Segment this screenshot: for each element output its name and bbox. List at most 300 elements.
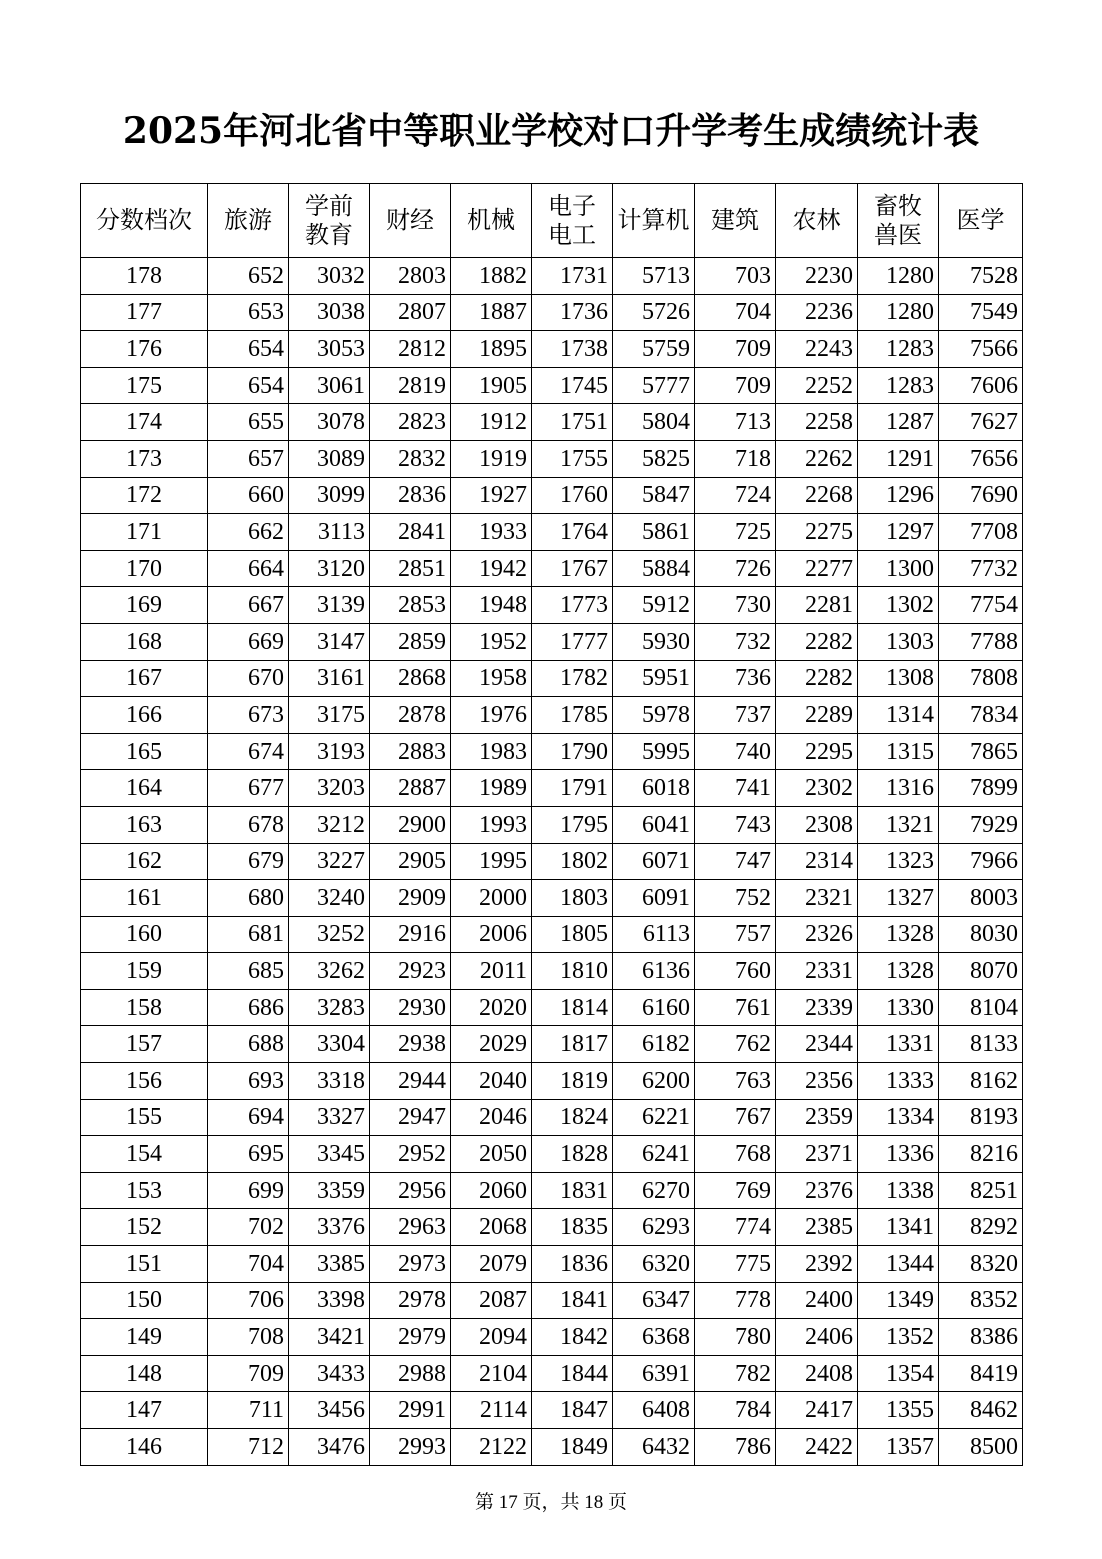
count-cell: 1835 — [532, 1209, 613, 1246]
count-cell: 2979 — [370, 1319, 451, 1356]
count-cell: 2385 — [776, 1209, 858, 1246]
count-cell: 708 — [208, 1319, 289, 1356]
count-cell: 1958 — [451, 660, 532, 697]
count-cell: 685 — [208, 953, 289, 990]
count-cell: 2988 — [370, 1355, 451, 1392]
table-row — [81, 733, 1023, 770]
count-cell: 1302 — [858, 587, 939, 624]
count-cell: 2243 — [776, 331, 858, 368]
table-row — [81, 1246, 1023, 1283]
count-cell: 730 — [695, 587, 776, 624]
score-cell: 170 — [81, 550, 208, 587]
score-cell: 167 — [81, 660, 208, 697]
count-cell: 688 — [208, 1026, 289, 1063]
count-cell: 2883 — [370, 733, 451, 770]
count-cell: 3456 — [289, 1392, 370, 1429]
column-header-electronics-electrical: 电子 电工 — [532, 184, 613, 258]
score-cell: 150 — [81, 1282, 208, 1319]
count-cell: 6320 — [613, 1246, 695, 1283]
count-cell: 3061 — [289, 367, 370, 404]
table-row — [81, 770, 1023, 807]
count-cell: 2281 — [776, 587, 858, 624]
score-cell: 159 — [81, 953, 208, 990]
count-cell: 2973 — [370, 1246, 451, 1283]
count-cell: 761 — [695, 989, 776, 1026]
count-cell: 5759 — [613, 331, 695, 368]
count-cell: 1764 — [532, 514, 613, 551]
count-cell: 1283 — [858, 367, 939, 404]
count-cell: 1738 — [532, 331, 613, 368]
count-cell: 8216 — [939, 1136, 1023, 1173]
count-cell: 2275 — [776, 514, 858, 551]
count-cell: 3327 — [289, 1099, 370, 1136]
table-row — [81, 806, 1023, 843]
count-cell: 1842 — [532, 1319, 613, 1356]
count-cell: 752 — [695, 880, 776, 917]
count-cell: 724 — [695, 477, 776, 514]
count-cell: 2040 — [451, 1063, 532, 1100]
count-cell: 7690 — [939, 477, 1023, 514]
count-cell: 2104 — [451, 1355, 532, 1392]
count-cell: 3398 — [289, 1282, 370, 1319]
count-cell: 1349 — [858, 1282, 939, 1319]
count-cell: 725 — [695, 514, 776, 551]
table-row — [81, 550, 1023, 587]
count-cell: 5847 — [613, 477, 695, 514]
count-cell: 1817 — [532, 1026, 613, 1063]
count-cell: 740 — [695, 733, 776, 770]
count-cell: 704 — [695, 294, 776, 331]
count-cell: 667 — [208, 587, 289, 624]
count-cell: 1321 — [858, 806, 939, 843]
count-cell: 6091 — [613, 880, 695, 917]
count-cell: 679 — [208, 843, 289, 880]
count-cell: 3359 — [289, 1172, 370, 1209]
count-cell: 6368 — [613, 1319, 695, 1356]
count-cell: 654 — [208, 367, 289, 404]
count-cell: 2356 — [776, 1063, 858, 1100]
table-row — [81, 1392, 1023, 1429]
count-cell: 8133 — [939, 1026, 1023, 1063]
count-cell: 1316 — [858, 770, 939, 807]
score-cell: 151 — [81, 1246, 208, 1283]
count-cell: 3161 — [289, 660, 370, 697]
count-cell: 2947 — [370, 1099, 451, 1136]
score-cell: 156 — [81, 1063, 208, 1100]
count-cell: 1849 — [532, 1429, 613, 1466]
column-header-animal-husbandry-veterinary: 畜牧 兽医 — [858, 184, 939, 258]
count-cell: 3175 — [289, 697, 370, 734]
count-cell: 2851 — [370, 550, 451, 587]
table-header — [81, 184, 1023, 258]
count-cell: 2295 — [776, 733, 858, 770]
count-cell: 1777 — [532, 623, 613, 660]
count-cell: 1887 — [451, 294, 532, 331]
column-header-architecture: 建筑 — [695, 184, 776, 258]
table-row — [81, 1136, 1023, 1173]
count-cell: 3433 — [289, 1355, 370, 1392]
count-cell: 3078 — [289, 404, 370, 441]
count-cell: 3038 — [289, 294, 370, 331]
count-cell: 3113 — [289, 514, 370, 551]
count-cell: 2832 — [370, 440, 451, 477]
score-cell: 164 — [81, 770, 208, 807]
count-cell: 1976 — [451, 697, 532, 734]
count-cell: 2252 — [776, 367, 858, 404]
score-cell: 168 — [81, 623, 208, 660]
count-cell: 2823 — [370, 404, 451, 441]
count-cell: 1912 — [451, 404, 532, 441]
count-cell: 3139 — [289, 587, 370, 624]
count-cell: 2859 — [370, 623, 451, 660]
table-row — [81, 404, 1023, 441]
count-cell: 760 — [695, 953, 776, 990]
count-cell: 655 — [208, 404, 289, 441]
count-cell: 1952 — [451, 623, 532, 660]
count-cell: 1927 — [451, 477, 532, 514]
count-cell: 2887 — [370, 770, 451, 807]
count-cell: 653 — [208, 294, 289, 331]
table-row — [81, 1099, 1023, 1136]
count-cell: 654 — [208, 331, 289, 368]
count-cell: 1882 — [451, 258, 532, 295]
count-cell: 2853 — [370, 587, 451, 624]
count-cell: 7708 — [939, 514, 1023, 551]
count-cell: 3262 — [289, 953, 370, 990]
table-row — [81, 697, 1023, 734]
count-cell: 1308 — [858, 660, 939, 697]
count-cell: 7899 — [939, 770, 1023, 807]
count-cell: 8193 — [939, 1099, 1023, 1136]
count-cell: 8292 — [939, 1209, 1023, 1246]
count-cell: 674 — [208, 733, 289, 770]
count-cell: 768 — [695, 1136, 776, 1173]
count-cell: 3385 — [289, 1246, 370, 1283]
count-cell: 709 — [208, 1355, 289, 1392]
count-cell: 2406 — [776, 1319, 858, 1356]
count-cell: 1333 — [858, 1063, 939, 1100]
count-cell: 5825 — [613, 440, 695, 477]
table-row — [81, 1429, 1023, 1466]
count-cell: 737 — [695, 697, 776, 734]
count-cell: 2029 — [451, 1026, 532, 1063]
count-cell: 677 — [208, 770, 289, 807]
count-cell: 2122 — [451, 1429, 532, 1466]
count-cell: 1819 — [532, 1063, 613, 1100]
table-row — [81, 623, 1023, 660]
count-cell: 2417 — [776, 1392, 858, 1429]
count-cell: 2282 — [776, 623, 858, 660]
count-cell: 712 — [208, 1429, 289, 1466]
count-cell: 686 — [208, 989, 289, 1026]
table-row — [81, 880, 1023, 917]
count-cell: 2011 — [451, 953, 532, 990]
table-row — [81, 294, 1023, 331]
count-cell: 2408 — [776, 1355, 858, 1392]
score-cell: 157 — [81, 1026, 208, 1063]
count-cell: 713 — [695, 404, 776, 441]
column-header-preschool-education: 学前 教育 — [289, 184, 370, 258]
count-cell: 1844 — [532, 1355, 613, 1392]
count-cell: 1736 — [532, 294, 613, 331]
count-cell: 2836 — [370, 477, 451, 514]
count-cell: 6018 — [613, 770, 695, 807]
count-cell: 1773 — [532, 587, 613, 624]
count-cell: 2978 — [370, 1282, 451, 1319]
page-footer: 第 17 页，共 18 页 — [474, 1492, 627, 1513]
count-cell: 1330 — [858, 989, 939, 1026]
count-cell: 8030 — [939, 916, 1023, 953]
score-cell: 169 — [81, 587, 208, 624]
count-cell: 2050 — [451, 1136, 532, 1173]
count-cell: 6041 — [613, 806, 695, 843]
count-cell: 681 — [208, 916, 289, 953]
score-cell: 174 — [81, 404, 208, 441]
score-cell: 175 — [81, 367, 208, 404]
table-row — [81, 367, 1023, 404]
count-cell: 2993 — [370, 1429, 451, 1466]
count-cell: 8003 — [939, 880, 1023, 917]
score-cell: 166 — [81, 697, 208, 734]
count-cell: 2868 — [370, 660, 451, 697]
table-body — [81, 258, 1023, 1466]
count-cell: 1831 — [532, 1172, 613, 1209]
count-cell: 2020 — [451, 989, 532, 1026]
count-cell: 2331 — [776, 953, 858, 990]
count-cell: 757 — [695, 916, 776, 953]
score-statistics-table — [80, 183, 1023, 1466]
count-cell: 6182 — [613, 1026, 695, 1063]
count-cell: 6293 — [613, 1209, 695, 1246]
table-row — [81, 916, 1023, 953]
count-cell: 5726 — [613, 294, 695, 331]
count-cell: 5713 — [613, 258, 695, 295]
count-cell: 657 — [208, 440, 289, 477]
count-cell: 3212 — [289, 806, 370, 843]
count-cell: 6113 — [613, 916, 695, 953]
count-cell: 704 — [208, 1246, 289, 1283]
count-cell: 1291 — [858, 440, 939, 477]
table-row — [81, 587, 1023, 624]
count-cell: 2400 — [776, 1282, 858, 1319]
count-cell: 1731 — [532, 258, 613, 295]
count-cell: 1995 — [451, 843, 532, 880]
count-cell: 2392 — [776, 1246, 858, 1283]
count-cell: 7732 — [939, 550, 1023, 587]
score-cell: 162 — [81, 843, 208, 880]
count-cell: 2006 — [451, 916, 532, 953]
count-cell: 2900 — [370, 806, 451, 843]
count-cell: 769 — [695, 1172, 776, 1209]
count-cell: 8352 — [939, 1282, 1023, 1319]
score-cell: 154 — [81, 1136, 208, 1173]
count-cell: 706 — [208, 1282, 289, 1319]
count-cell: 1357 — [858, 1429, 939, 1466]
count-cell: 1805 — [532, 916, 613, 953]
count-cell: 1327 — [858, 880, 939, 917]
count-cell: 7606 — [939, 367, 1023, 404]
count-cell: 726 — [695, 550, 776, 587]
count-cell: 1297 — [858, 514, 939, 551]
count-cell: 2277 — [776, 550, 858, 587]
score-cell: 178 — [81, 258, 208, 295]
count-cell: 3376 — [289, 1209, 370, 1246]
count-cell: 1287 — [858, 404, 939, 441]
count-cell: 1810 — [532, 953, 613, 990]
count-cell: 1315 — [858, 733, 939, 770]
count-cell: 3476 — [289, 1429, 370, 1466]
count-cell: 7966 — [939, 843, 1023, 880]
count-cell: 699 — [208, 1172, 289, 1209]
count-cell: 780 — [695, 1319, 776, 1356]
count-cell: 1323 — [858, 843, 939, 880]
count-cell: 2258 — [776, 404, 858, 441]
count-cell: 5777 — [613, 367, 695, 404]
count-cell: 695 — [208, 1136, 289, 1173]
count-cell: 8104 — [939, 989, 1023, 1026]
count-cell: 6391 — [613, 1355, 695, 1392]
table-row — [81, 1209, 1023, 1246]
count-cell: 1795 — [532, 806, 613, 843]
count-cell: 1983 — [451, 733, 532, 770]
count-cell: 7834 — [939, 697, 1023, 734]
column-header-agriculture-forestry: 农林 — [776, 184, 858, 258]
count-cell: 5884 — [613, 550, 695, 587]
count-cell: 1338 — [858, 1172, 939, 1209]
count-cell: 8419 — [939, 1355, 1023, 1392]
count-cell: 5995 — [613, 733, 695, 770]
count-cell: 1303 — [858, 623, 939, 660]
score-cell: 147 — [81, 1392, 208, 1429]
count-cell: 1331 — [858, 1026, 939, 1063]
count-cell: 3120 — [289, 550, 370, 587]
count-cell: 2909 — [370, 880, 451, 917]
count-cell: 6160 — [613, 989, 695, 1026]
count-cell: 678 — [208, 806, 289, 843]
table-row — [81, 1172, 1023, 1209]
count-cell: 5804 — [613, 404, 695, 441]
count-cell: 673 — [208, 697, 289, 734]
count-cell: 1296 — [858, 477, 939, 514]
score-cell: 155 — [81, 1099, 208, 1136]
count-cell: 3318 — [289, 1063, 370, 1100]
count-cell: 2422 — [776, 1429, 858, 1466]
column-header-machinery: 机械 — [451, 184, 532, 258]
count-cell: 680 — [208, 880, 289, 917]
count-cell: 763 — [695, 1063, 776, 1100]
count-cell: 670 — [208, 660, 289, 697]
score-cell: 152 — [81, 1209, 208, 1246]
count-cell: 6241 — [613, 1136, 695, 1173]
count-cell: 5912 — [613, 587, 695, 624]
column-header-score-level: 分数档次 — [81, 184, 208, 258]
table-row — [81, 514, 1023, 551]
count-cell: 1314 — [858, 697, 939, 734]
count-cell: 3252 — [289, 916, 370, 953]
count-cell: 1895 — [451, 331, 532, 368]
count-cell: 778 — [695, 1282, 776, 1319]
count-cell: 1751 — [532, 404, 613, 441]
count-cell: 2359 — [776, 1099, 858, 1136]
count-cell: 709 — [695, 331, 776, 368]
count-cell: 2916 — [370, 916, 451, 953]
count-cell: 2282 — [776, 660, 858, 697]
count-cell: 2344 — [776, 1026, 858, 1063]
count-cell: 1280 — [858, 294, 939, 331]
table-row — [81, 843, 1023, 880]
count-cell: 1344 — [858, 1246, 939, 1283]
score-cell: 163 — [81, 806, 208, 843]
count-cell: 693 — [208, 1063, 289, 1100]
count-cell: 2952 — [370, 1136, 451, 1173]
score-cell: 153 — [81, 1172, 208, 1209]
count-cell: 2302 — [776, 770, 858, 807]
table-row — [81, 477, 1023, 514]
count-cell: 1283 — [858, 331, 939, 368]
score-cell: 173 — [81, 440, 208, 477]
count-cell: 660 — [208, 477, 289, 514]
page-title: 2025年河北省中等职业学校对口升学考生成绩统计表 — [122, 110, 980, 152]
table-row — [81, 1282, 1023, 1319]
count-cell: 1905 — [451, 367, 532, 404]
count-cell: 743 — [695, 806, 776, 843]
count-cell: 2046 — [451, 1099, 532, 1136]
column-header-tourism: 旅游 — [208, 184, 289, 258]
score-cell: 171 — [81, 514, 208, 551]
count-cell: 1919 — [451, 440, 532, 477]
count-cell: 1354 — [858, 1355, 939, 1392]
table-row — [81, 258, 1023, 295]
count-cell: 2956 — [370, 1172, 451, 1209]
count-cell: 1847 — [532, 1392, 613, 1429]
count-cell: 1760 — [532, 477, 613, 514]
count-cell: 1824 — [532, 1099, 613, 1136]
column-header-computer: 计算机 — [613, 184, 695, 258]
table-row — [81, 1355, 1023, 1392]
count-cell: 8162 — [939, 1063, 1023, 1100]
count-cell: 2087 — [451, 1282, 532, 1319]
count-cell: 1841 — [532, 1282, 613, 1319]
count-cell: 664 — [208, 550, 289, 587]
count-cell: 662 — [208, 514, 289, 551]
count-cell: 694 — [208, 1099, 289, 1136]
count-cell: 1328 — [858, 953, 939, 990]
count-cell: 6071 — [613, 843, 695, 880]
count-cell: 3147 — [289, 623, 370, 660]
count-cell: 2289 — [776, 697, 858, 734]
count-cell: 2079 — [451, 1246, 532, 1283]
count-cell: 8251 — [939, 1172, 1023, 1209]
count-cell: 2878 — [370, 697, 451, 734]
count-cell: 736 — [695, 660, 776, 697]
score-cell: 158 — [81, 989, 208, 1026]
count-cell: 2321 — [776, 880, 858, 917]
count-cell: 2944 — [370, 1063, 451, 1100]
count-cell: 732 — [695, 623, 776, 660]
count-cell: 1828 — [532, 1136, 613, 1173]
count-cell: 8320 — [939, 1246, 1023, 1283]
count-cell: 3304 — [289, 1026, 370, 1063]
count-cell: 7865 — [939, 733, 1023, 770]
count-cell: 2819 — [370, 367, 451, 404]
count-cell: 8462 — [939, 1392, 1023, 1429]
score-cell: 177 — [81, 294, 208, 331]
count-cell: 6136 — [613, 953, 695, 990]
count-cell: 7788 — [939, 623, 1023, 660]
count-cell: 2339 — [776, 989, 858, 1026]
count-cell: 2268 — [776, 477, 858, 514]
table-row — [81, 660, 1023, 697]
